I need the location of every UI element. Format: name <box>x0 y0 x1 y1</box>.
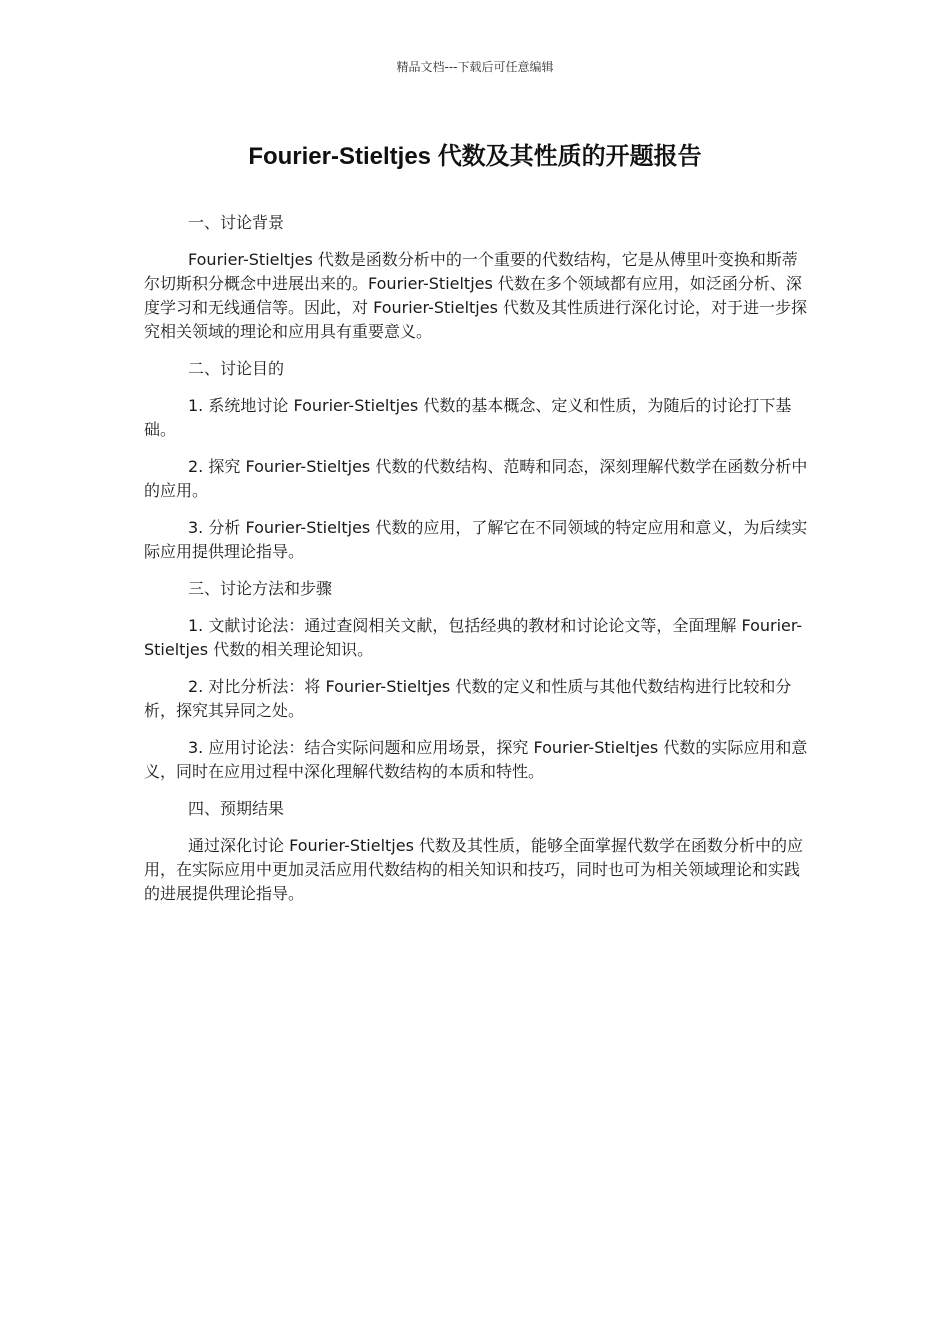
section-methods <box>144 577 808 784</box>
section-heading: 二、讨论目的 <box>188 359 285 378</box>
paragraph: 2. 探究 Fourier-Stieltjes 代数的代数结构、范畴和同态，深刻理解代数学在函数分析中的应用。 <box>144 457 808 500</box>
section-purpose <box>144 357 808 564</box>
paragraph: 3. 应用讨论法：结合实际问题和应用场景，探究 Fourier-Stieltjes 代数的实际应用和意义，同时在应用过程中深化理解代数结构的本质和特性。 <box>144 738 808 781</box>
section-background <box>144 211 808 344</box>
section-heading: 四、预期结果 <box>188 799 285 818</box>
paragraph: 2. 对比分析法：将 Fourier-Stieltjes 代数的定义和性质与其他代数结构进行比较和分析，探究其异同之处。 <box>144 677 792 720</box>
paragraph: 3. 分析 Fourier-Stieltjes 代数的应用，了解它在不同领域的特定应用和意义，为后续实际应用提供理论指导。 <box>144 518 808 561</box>
document-body <box>144 211 808 919</box>
section-heading: 一、讨论背景 <box>188 213 285 232</box>
paragraph: 1. 系统地讨论 Fourier-Stieltjes 代数的基本概念、定义和性质，为随后的讨论打下基础。 <box>144 396 792 439</box>
section-heading: 三、讨论方法和步骤 <box>188 579 333 598</box>
section-expected-results <box>144 797 808 906</box>
paragraph: 通过深化讨论 Fourier-Stieltjes 代数及其性质，能够全面掌握代数学在函数分析中的应用，在实际应用中更加灵活应用代数结构的相关知识和技巧，同时也可为相关领域理论和实践的进展提供理论指导。 <box>144 836 803 903</box>
paragraph: Fourier-Stieltjes 代数是函数分析中的一个重要的代数结构，它是从傅里叶变换和斯蒂尔切斯积分概念中进展出来的。Fourier-Stieltjes 代数在多个领域都有应用，如泛函分析、深度学习和无线通信等。因此，对 Fourier-Stieltjes 代数及其性质进行深化讨论，对于进一步探究相关领域的理论和应用具有重要意义。 <box>144 250 807 341</box>
paragraph: 1. 文献讨论法：通过查阅相关文献，包括经典的教材和讨论论文等，全面理解 Fourier-Stieltjes 代数的相关理论知识。 <box>144 616 803 659</box>
page-header: 精品文档---下载后可任意编辑 <box>396 60 554 74</box>
document-title: Fourier-Stieltjes 代数及其性质的开题报告 <box>248 143 702 170</box>
